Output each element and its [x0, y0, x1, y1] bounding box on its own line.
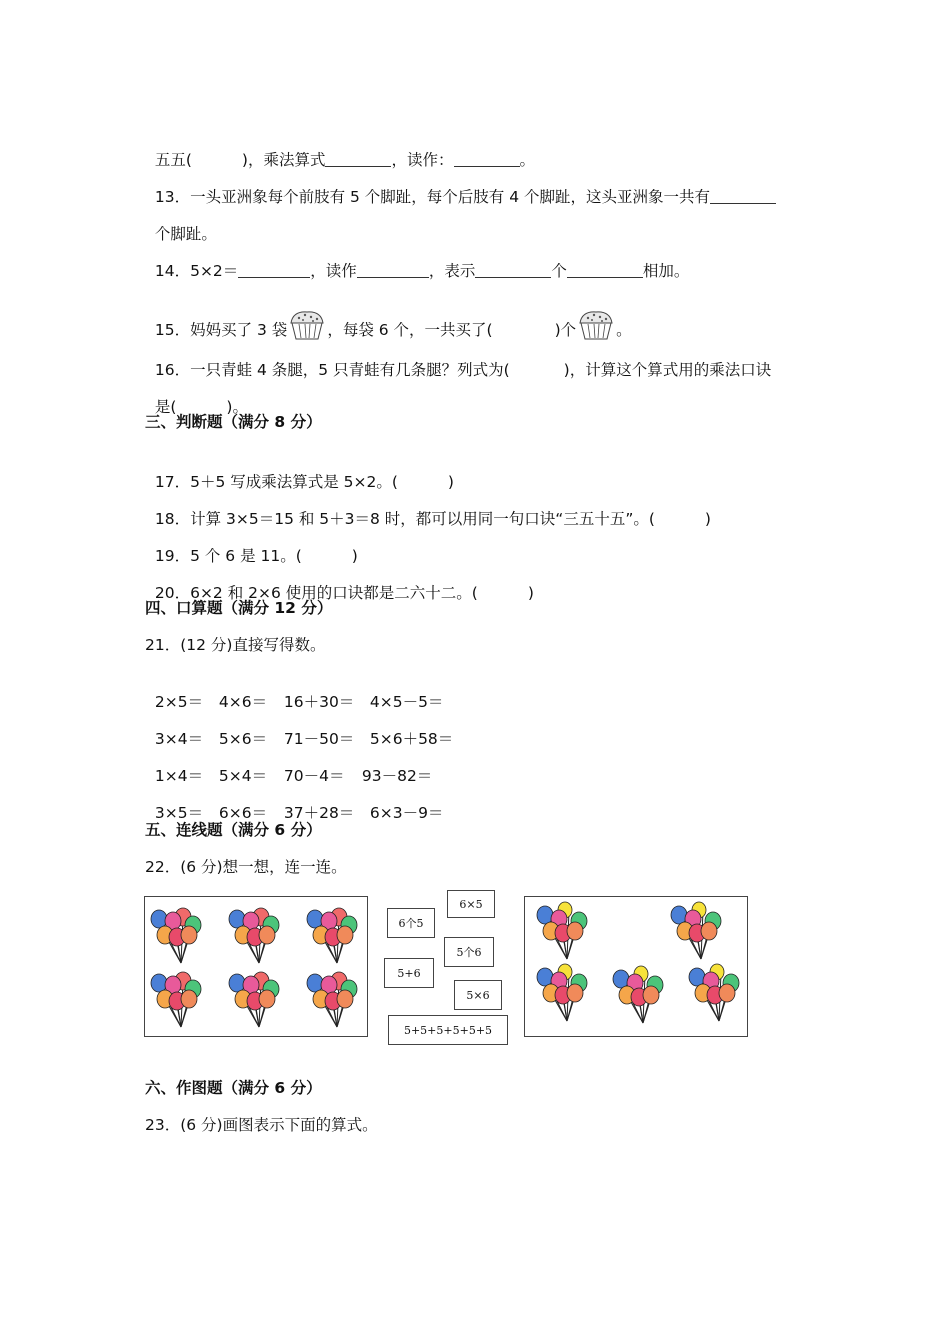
q20-text-a: 20．6×2 和 2×6 使用的口诀都是二六十二。( [154, 584, 478, 602]
calc-item: 2×5＝ [154, 693, 204, 711]
calc-item: 3×5＝ [154, 804, 204, 822]
calc-item: 5×4＝ [218, 767, 268, 785]
q18-text-a: 18．计算 3×5＝15 和 5＋3＝8 时，都可以用同一句口诀“三五十五”。( [154, 510, 655, 528]
q17-text-b: ) [447, 473, 454, 491]
q17-text-a: 17．5＋5 写成乘法算式是 5×2。( [154, 473, 398, 491]
section-heading-judgement: 三、判断题（满分 8 分） [145, 413, 322, 431]
q15-text-d: 。 [616, 321, 632, 339]
q16-text-a: 16．一只青蛙 4 条腿，5 只青蛙有几条腿？列式为( [154, 361, 510, 379]
calc-item: 4×5－5＝ [369, 693, 444, 711]
q20-text-b: ) [527, 584, 534, 602]
q14-line [145, 238, 689, 282]
q21-line: 21．(12 分)直接写得数。 [145, 636, 326, 654]
answer-blank[interactable] [357, 261, 429, 278]
match-card[interactable]: 6个5 [387, 908, 435, 938]
calc-row [145, 783, 443, 823]
section-heading-mental-math: 四、口算题（满分 12 分） [145, 599, 333, 617]
q12-text-b: )，乘法算式 [241, 151, 326, 169]
q18-text-b: ) [704, 510, 711, 528]
calc-item: 37＋28＝ [283, 804, 355, 822]
balloon-bunches-right [525, 897, 747, 1036]
calc-item: 6×3－9＝ [369, 804, 444, 822]
calc-item: 1×4＝ [154, 767, 204, 785]
answer-blank[interactable] [475, 261, 551, 278]
q15-text-a: 15．妈妈买了 3 袋 [154, 321, 288, 339]
match-card[interactable]: 5+5+5+5+5+5 [388, 1015, 508, 1045]
q12-text-a: 五五( [154, 151, 192, 169]
calc-item: 3×4＝ [154, 730, 204, 748]
q16-text-d: )。 [226, 398, 248, 416]
q14-text-a: 14．5×2＝ [154, 262, 239, 280]
match-card[interactable]: 5+6 [384, 958, 434, 988]
balloon-bunches-left [145, 897, 367, 1036]
q14-text-b: ，读作 [310, 262, 357, 280]
match-card[interactable]: 5个6 [444, 937, 494, 967]
calc-item: 4×6＝ [218, 693, 268, 711]
q14-text-d: 个 [551, 262, 567, 280]
q14-text-e: 相加。 [642, 262, 690, 280]
q12-text-c: ，读作： [391, 151, 454, 169]
q13-text-2: 个脚趾。 [154, 225, 217, 243]
answer-blank[interactable] [238, 261, 310, 278]
q13-text: 13．一头亚洲象每个前肢有 5 个脚趾，每个后肢有 4 个脚趾，这头亚洲象一共有 [154, 188, 711, 206]
q16-text-c: 是( [154, 398, 177, 416]
q15-text-c: )个 [554, 321, 577, 339]
q23-line: 23．(6 分)画图表示下面的算式。 [145, 1116, 378, 1134]
calc-item: 71－50＝ [283, 730, 355, 748]
q19-text-a: 19．5 个 6 是 11。( [154, 547, 302, 565]
balloon-panel-left[interactable] [144, 896, 368, 1037]
calc-item: 93－82＝ [361, 767, 433, 785]
q13-line1 [145, 164, 776, 208]
q19-text-b: ) [351, 547, 358, 565]
calc-item: 70－4＝ [283, 767, 345, 785]
q15-text-b: ，每袋 6 个，一共买了( [327, 321, 493, 339]
balloon-panel-right[interactable] [524, 896, 748, 1037]
calc-row [145, 709, 453, 749]
match-card[interactable]: 6×5 [447, 890, 495, 918]
section-heading-drawing: 六、作图题（满分 6 分） [145, 1079, 322, 1097]
calc-item: 5×6＋58＝ [369, 730, 454, 748]
calc-item: 6×6＝ [218, 804, 268, 822]
q22-line: 22．(6 分)想一想，连一连。 [145, 858, 347, 876]
calc-item: 5×6＝ [218, 730, 268, 748]
calc-row [145, 672, 443, 712]
answer-blank[interactable] [567, 261, 643, 278]
q15-line [145, 287, 632, 341]
q12-text-d: 。 [519, 151, 536, 169]
answer-blank[interactable] [710, 187, 776, 204]
section-heading-matching: 五、连线题（满分 6 分） [145, 821, 322, 839]
q14-text-c: ，表示 [428, 262, 476, 280]
calc-row [145, 746, 432, 786]
q16-text-b: )，计算这个算式用的乘法口诀 [563, 361, 772, 379]
match-card[interactable]: 5×6 [454, 980, 502, 1010]
calc-item: 16＋30＝ [283, 693, 355, 711]
